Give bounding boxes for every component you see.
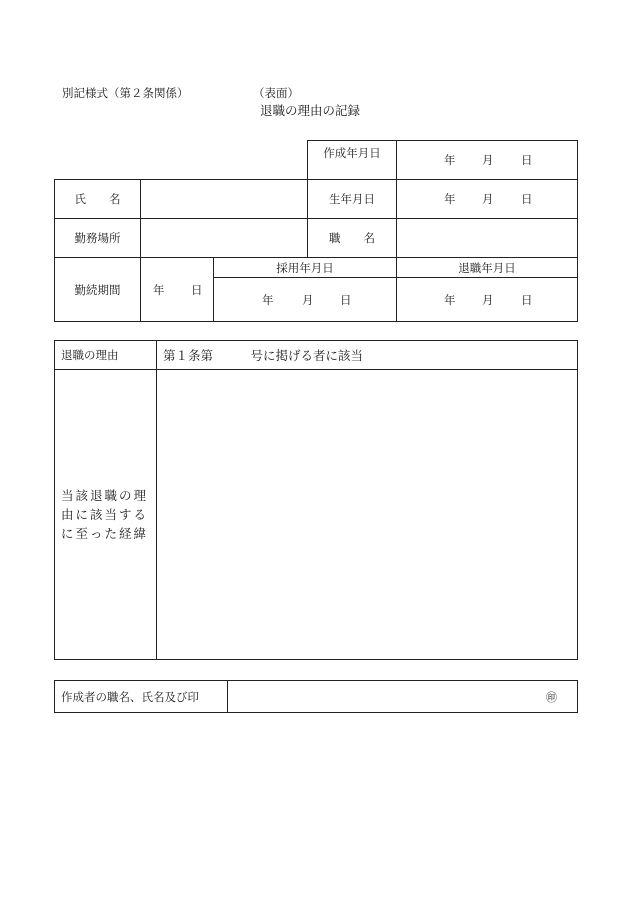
circumstances-label: 当該退職の理由に該当するに至った経緯 (55, 370, 157, 660)
creator-label: 作成者の職名、氏名及び印 (55, 681, 228, 713)
service-period-label: 勤続期間 (55, 258, 141, 322)
form-label: 別記様式（第２条関係） (62, 86, 189, 100)
year-unit: 年 (153, 282, 165, 297)
workplace-label: 勤務場所 (55, 219, 141, 258)
year-unit: 年 (444, 292, 456, 307)
retirement-date-label: 退職年月日 (397, 258, 578, 278)
day-unit: 日 (340, 292, 352, 307)
personal-info-table (54, 140, 578, 322)
day-unit: 日 (521, 292, 533, 307)
reason-value[interactable]: 第１条第 号に掲げる者に該当 (157, 341, 578, 370)
year-unit: 年 (444, 192, 456, 206)
reason-table (54, 340, 578, 660)
month-unit: 月 (482, 192, 494, 206)
month-unit: 月 (482, 153, 494, 167)
name-field[interactable] (141, 180, 308, 219)
day-unit: 日 (191, 282, 203, 297)
side-label: （表面） (253, 86, 299, 100)
name-label: 氏 名 (55, 180, 141, 219)
seal-icon: ㊞ (546, 690, 557, 704)
page-title: 退職の理由の記録 (260, 103, 361, 118)
day-unit: 日 (521, 192, 533, 206)
creator-table (54, 680, 578, 713)
created-date-field[interactable] (397, 141, 578, 180)
hire-date-label: 採用年月日 (214, 258, 397, 278)
circumstances-field[interactable] (157, 370, 578, 660)
retirement-date-field[interactable] (397, 278, 578, 322)
workplace-field[interactable] (141, 219, 308, 258)
month-unit: 月 (302, 292, 314, 307)
position-label: 職 名 (308, 219, 397, 258)
hire-date-field[interactable] (214, 278, 397, 322)
reason-label: 退職の理由 (55, 341, 157, 370)
year-unit: 年 (262, 292, 274, 307)
birth-date-label: 生年月日 (308, 180, 397, 219)
month-unit: 月 (482, 292, 494, 307)
year-unit: 年 (444, 153, 456, 167)
created-date-label: 作成年月日 (308, 141, 397, 180)
birth-date-field[interactable] (397, 180, 578, 219)
position-field[interactable] (397, 219, 578, 258)
service-period-field[interactable] (141, 258, 214, 322)
creator-field[interactable] (228, 681, 578, 713)
day-unit: 日 (521, 153, 533, 167)
